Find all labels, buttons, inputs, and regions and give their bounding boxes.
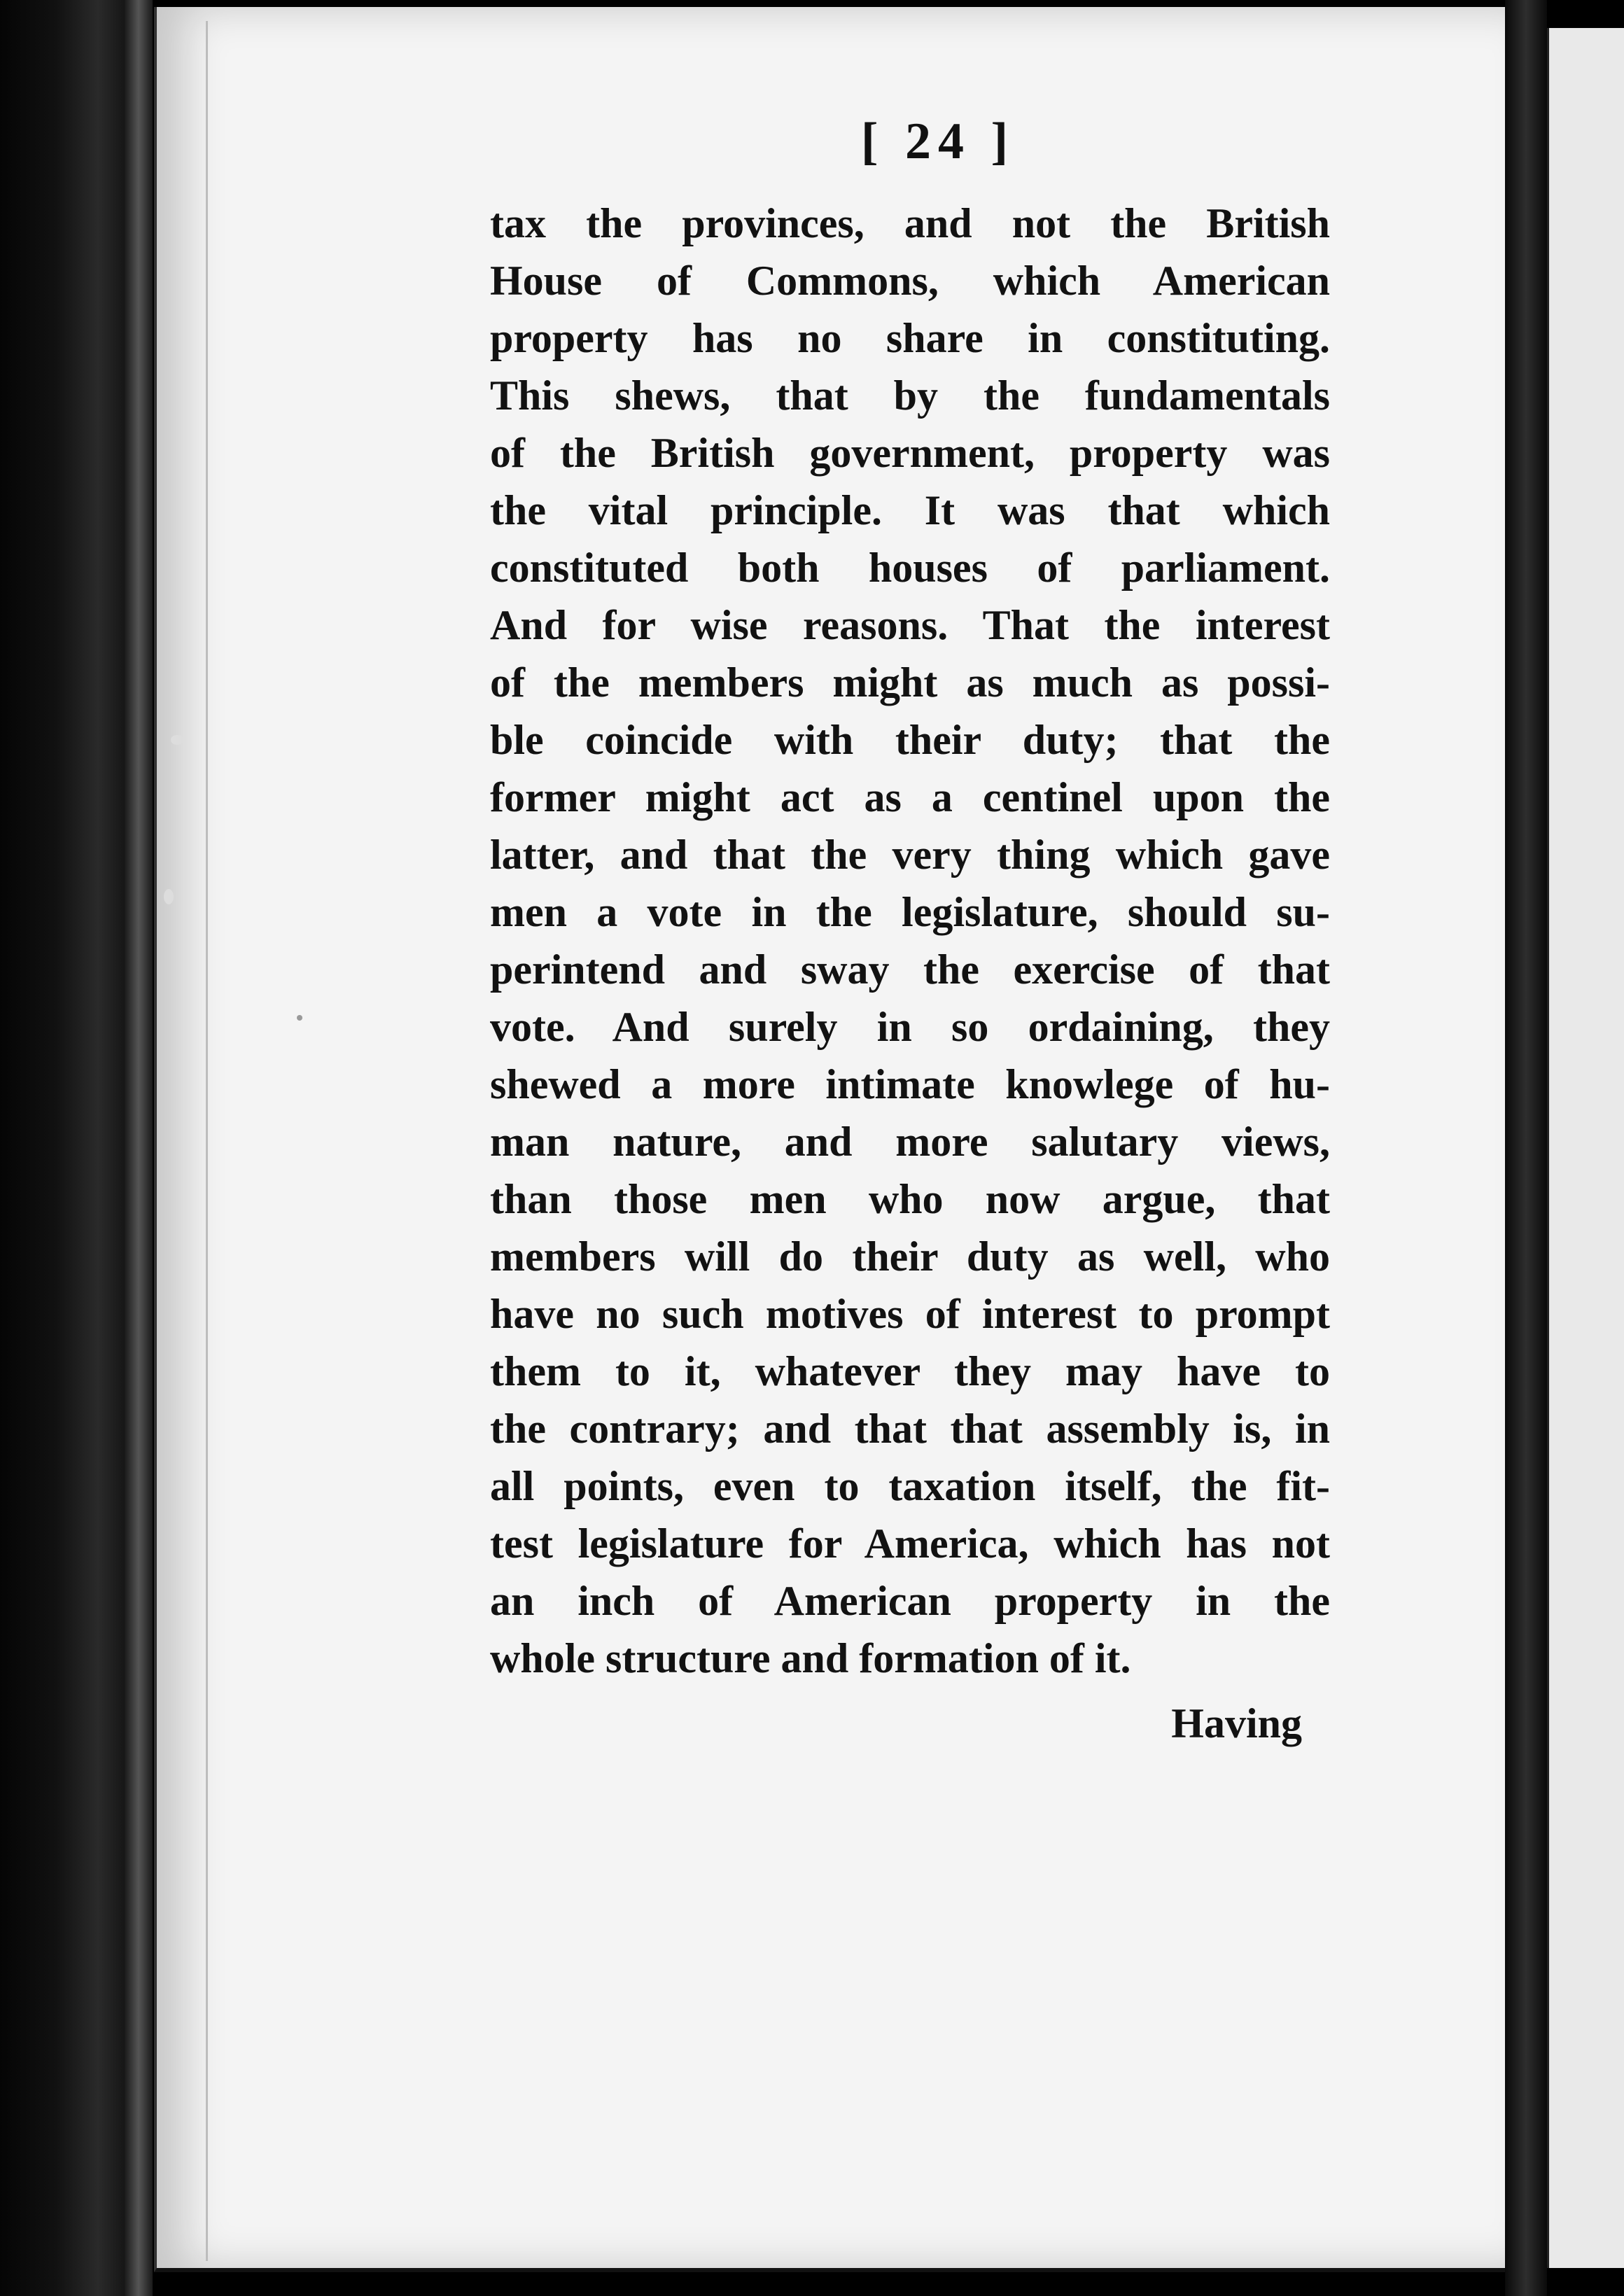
text-line: shewed a more intimate knowlege of hu- (490, 1061, 1330, 1107)
catchword: Having (1171, 1700, 1302, 1746)
text-line: an inch of American property in the (490, 1578, 1330, 1624)
book-spine (0, 0, 140, 2296)
text-line: whole structure and formation of it. (490, 1635, 1131, 1681)
text-line: man nature, and more salutary views, (490, 1119, 1330, 1165)
body-text (490, 195, 1330, 1687)
text-line: of the members might as much as possi- (490, 659, 1330, 706)
text-line: vote. And surely in so ordaining, they (490, 1004, 1330, 1050)
spine-edge (125, 0, 153, 2296)
text-line: perintend and sway the exercise of that (490, 946, 1330, 993)
text-line: test legislature for America, which has not (490, 1520, 1330, 1567)
text-line: have no such motives of interest to prompt (490, 1291, 1330, 1337)
text-line: of the British government, property was (490, 430, 1330, 476)
text-line: all points, even to taxation itself, the fit- (490, 1463, 1330, 1509)
text-line: them to it, whatever they may have to (490, 1348, 1330, 1394)
text-line: members will do their duty as well, who (490, 1233, 1330, 1280)
text-line: former might act as a centinel upon the (490, 774, 1330, 820)
paper-speck (297, 1015, 302, 1021)
text-line: the contrary; and that that assembly is, in (490, 1406, 1330, 1452)
page-divider-shadow (1505, 0, 1547, 2296)
text-line: House of Commons, which American (490, 258, 1330, 304)
text-line: latter, and that the very thing which gave (490, 832, 1330, 878)
gutter-line (206, 21, 208, 2261)
text-line: men a vote in the legislature, should su- (490, 889, 1330, 935)
paper-speck (164, 889, 174, 904)
text-line: than those men who now argue, that (490, 1176, 1330, 1222)
text-line: constituted both houses of parliament. (490, 545, 1330, 591)
facing-page-edge (1547, 28, 1624, 2268)
text-line: property has no share in constituting. (490, 315, 1330, 361)
text-line: ble coincide with their duty; that the (490, 717, 1330, 763)
text-line: tax the provinces, and not the British (490, 200, 1330, 246)
text-line: the vital principle. It was that which (490, 487, 1330, 533)
page-number: [ 24 ] (860, 113, 1016, 170)
text-line: And for wise reasons. That the interest (490, 602, 1330, 648)
text-line: This shews, that by the fundamentals (490, 372, 1330, 419)
paper-speck (171, 735, 183, 745)
